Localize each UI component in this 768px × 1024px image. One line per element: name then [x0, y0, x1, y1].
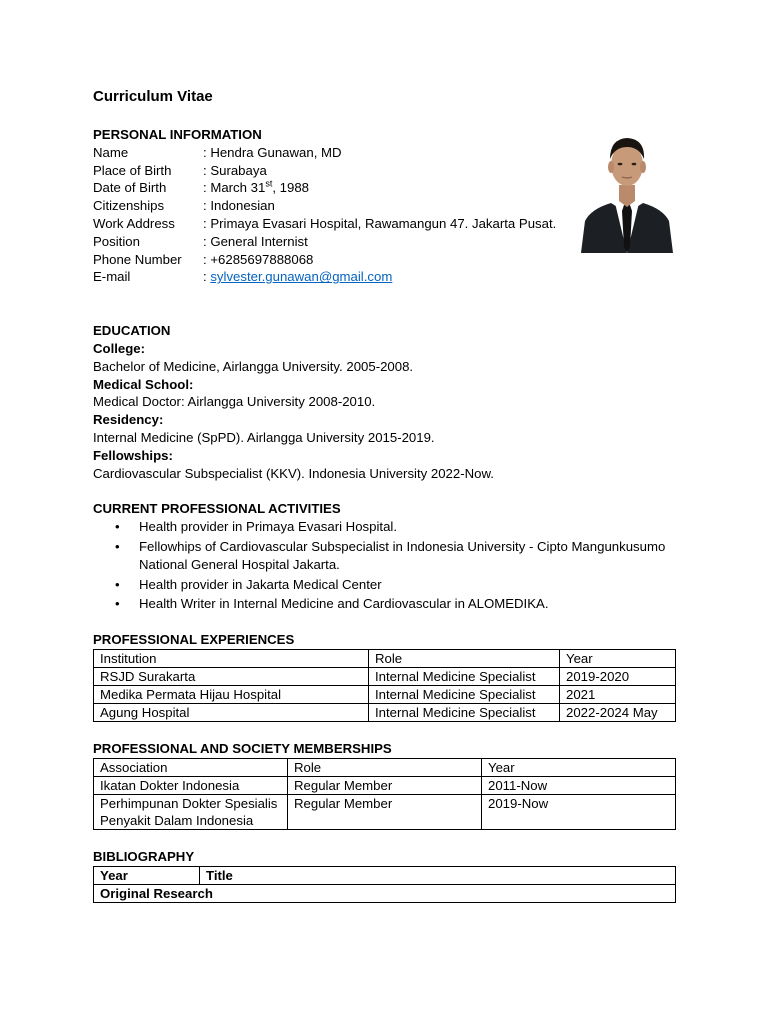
info-row-position	[93, 233, 683, 251]
table-cell: Perhimpunan Dokter Spesialis Penyakit Dalam Indonesia	[94, 794, 288, 829]
list-item-text: Health Writer in Internal Medicine and Cardiovascular in ALOMEDIKA.	[139, 596, 549, 612]
list-item	[93, 538, 683, 574]
table-row	[94, 776, 676, 794]
fellowship-text: Cardiovascular Subspecialist (KKV). Indonesia University 2022-Now.	[93, 465, 494, 481]
activities-heading: CURRENT PROFESSIONAL ACTIVITIES	[93, 501, 341, 517]
list-item	[93, 518, 683, 536]
table-cell: Regular Member	[288, 776, 482, 794]
table-cell: 2019-2020	[560, 667, 676, 685]
dob-year: , 1988	[272, 180, 309, 196]
table-section-cell: Original Research	[94, 884, 676, 902]
email-prefix: :	[203, 269, 211, 285]
table-row	[94, 667, 676, 685]
college-text: Bachelor of Medicine, Airlangga University. 2005-2008.	[93, 358, 414, 374]
college-label: College:	[93, 340, 146, 356]
info-label: Date of Birth	[93, 180, 167, 196]
memberships-heading: PROFESSIONAL AND SOCIETY MEMBERSHIPS	[93, 740, 392, 756]
experiences-table	[93, 649, 676, 722]
table-header-row	[94, 866, 676, 884]
table-cell: Agung Hospital	[94, 703, 369, 721]
bullet-icon: •	[115, 596, 120, 612]
table-row	[94, 703, 676, 721]
info-label: Phone Number	[93, 251, 182, 267]
table-cell: Regular Member	[288, 794, 482, 829]
residency-text: Internal Medicine (SpPD). Airlangga University 2015-2019.	[93, 429, 435, 445]
header-cell: Role	[369, 649, 560, 667]
info-value: : General Internist	[203, 233, 308, 249]
table-header-row	[94, 758, 676, 776]
memberships-table	[93, 758, 676, 830]
info-label: Position	[93, 233, 140, 249]
table-cell: RSJD Surakarta	[94, 667, 369, 685]
header-cell: Year	[94, 866, 200, 884]
table-cell: Ikatan Dokter Indonesia	[94, 776, 288, 794]
residency-label: Residency:	[93, 412, 164, 428]
bullet-icon: •	[115, 576, 120, 592]
info-row-citizenship	[93, 197, 683, 215]
list-item	[93, 576, 683, 594]
fellowship-label: Fellowships:	[93, 447, 173, 463]
cv-document	[93, 86, 683, 903]
info-value: : Hendra Gunawan, MD	[203, 144, 342, 160]
table-cell: 2022-2024 May	[560, 703, 676, 721]
header-cell: Year	[482, 758, 676, 776]
header-cell: Institution	[94, 649, 369, 667]
education-heading: EDUCATION	[93, 323, 171, 339]
info-row-phone	[93, 251, 683, 269]
bibliography-table	[93, 866, 676, 903]
table-cell: Medika Permata Hijau Hospital	[94, 685, 369, 703]
info-value: : +6285697888068	[203, 251, 314, 267]
table-cell: Internal Medicine Specialist	[369, 685, 560, 703]
info-value: : Surabaya	[203, 162, 267, 178]
dob-month-day: : March 31	[203, 180, 266, 196]
info-value: : Indonesian	[203, 198, 275, 214]
experiences-heading: PROFESSIONAL EXPERIENCES	[93, 632, 295, 648]
bibliography-heading: BIBLIOGRAPHY	[93, 848, 195, 864]
info-label: E-mail	[93, 269, 131, 285]
header-cell: Year	[560, 649, 676, 667]
list-item-text: Fellowhips of Cardiovascular Subspecialist in Indonesia University - Cipto Mangunkusumo National General Hospital Jakarta.	[139, 538, 666, 572]
info-row-place-of-birth	[93, 162, 683, 180]
table-header-row	[94, 649, 676, 667]
info-value	[203, 268, 392, 286]
header-cell: Title	[200, 866, 676, 884]
info-value: : Primaya Evasari Hospital, Rawamangun 47. Jakarta Pusat.	[203, 215, 557, 231]
table-row	[94, 884, 676, 902]
info-row-date-of-birth	[93, 179, 683, 197]
medical-school-text: Medical Doctor: Airlangga University 2008-2010.	[93, 394, 376, 410]
table-row	[94, 685, 676, 703]
header-cell: Role	[288, 758, 482, 776]
table-cell: 2021	[560, 685, 676, 703]
list-item	[93, 595, 683, 613]
header-cell: Association	[94, 758, 288, 776]
page-title: Curriculum Vitae	[93, 88, 213, 105]
bullet-icon: •	[115, 519, 120, 535]
list-item-text: Health provider in Jakarta Medical Center	[139, 576, 382, 592]
list-item-text: Health provider in Primaya Evasari Hospital.	[139, 519, 397, 535]
personal-info-heading: PERSONAL INFORMATION	[93, 127, 262, 142]
table-cell: 2019-Now	[482, 794, 676, 829]
email-link[interactable]: sylvester.gunawan@gmail.com	[210, 269, 393, 285]
info-row-name	[93, 144, 683, 162]
info-row-email	[93, 268, 683, 286]
info-label: Name	[93, 144, 129, 160]
info-label: Work Address	[93, 215, 175, 231]
dob-ordinal: st	[265, 179, 273, 189]
table-row	[94, 794, 676, 829]
info-value	[203, 179, 309, 197]
activities-list	[93, 518, 683, 613]
info-label: Place of Birth	[93, 162, 172, 178]
table-cell: Internal Medicine Specialist	[369, 703, 560, 721]
table-cell: Internal Medicine Specialist	[369, 667, 560, 685]
table-cell: 2011-Now	[482, 776, 676, 794]
info-label: Citizenships	[93, 198, 165, 214]
personal-info-list	[93, 144, 683, 286]
info-row-work-address	[93, 215, 683, 233]
medical-school-label: Medical School:	[93, 376, 194, 392]
bullet-icon: •	[115, 538, 120, 554]
